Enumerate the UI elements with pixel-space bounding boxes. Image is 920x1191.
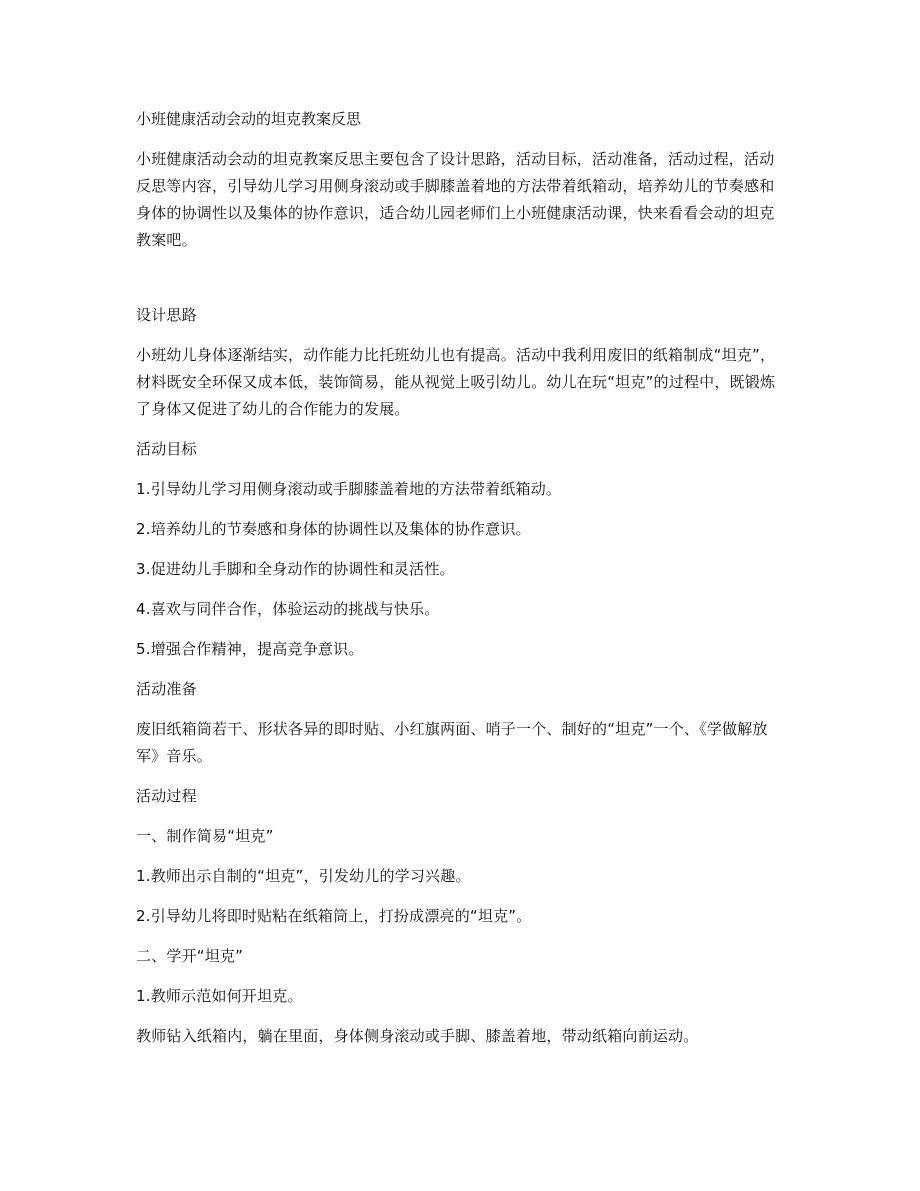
section-heading-goals: 活动目标: [136, 440, 197, 458]
design-paragraph: 小班幼儿身体逐渐结实，动作能力比托班幼儿也有提高。活动中我利用废旧的纸箱制成“坦克”，材料既安全环保又成本低，装饰简易，能从视觉上吸引幼儿。幼儿在玩“坦克”的过程中，既锻炼了身体又促进了幼儿的合作能力的发展。: [136, 346, 776, 418]
goal-item: 2.培养幼儿的节奏感和身体的协调性以及集体的协作意识。: [136, 520, 531, 538]
intro-paragraph: 小班健康活动会动的坦克教案反思主要包含了设计思路，活动目标，活动准备，活动过程，活动反思等内容，引导幼儿学习用侧身滚动或手脚膝盖着地的方法带着纸箱动，培养幼儿的节奏感和身体的协调性以及集体的协作意识，适合幼儿园老师们上小班健康活动课，快来看看会动的坦克教案吧。: [136, 150, 775, 249]
section-heading-prep: 活动准备: [136, 680, 197, 698]
subsection-heading-part2: 二、学开“坦克”: [136, 947, 244, 965]
prep-paragraph: 废旧纸箱筒若干、形状各异的即时贴、小红旗两面、哨子一个、制好的“坦克”一个、《学做解放军》音乐。: [136, 720, 768, 765]
section-heading-process: 活动过程: [136, 787, 197, 805]
process-item: 1.教师出示自制的“坦克”，引发幼儿的学习兴趣。: [136, 867, 471, 885]
goal-item: 3.促进幼儿手脚和全身动作的协调性和灵活性。: [136, 560, 455, 578]
goal-item: 1.引导幼儿学习用侧身滚动或手脚膝盖着地的方法带着纸箱动。: [136, 480, 562, 498]
subsection-heading-part1: 一、制作简易“坦克”: [136, 827, 274, 845]
document-title: 小班健康活动会动的坦克教案反思: [136, 110, 362, 128]
section-heading-design: 设计思路: [136, 306, 197, 324]
process-item: 教师钻入纸箱内，躺在里面，身体侧身滚动或手脚、膝盖着地，带动纸箱向前运动。: [136, 1027, 699, 1045]
process-item: 2.引导幼儿将即时贴粘在纸箱筒上，打扮成漂亮的“坦克”。: [136, 907, 532, 925]
goal-item: 4.喜欢与同伴合作，体验运动的挑战与快乐。: [136, 600, 440, 618]
document-body: [136, 302, 784, 1050]
goal-item: 5.增强合作精神，提高竞争意识。: [136, 640, 364, 658]
process-item: 1.教师示范如何开坦克。: [136, 987, 303, 1005]
